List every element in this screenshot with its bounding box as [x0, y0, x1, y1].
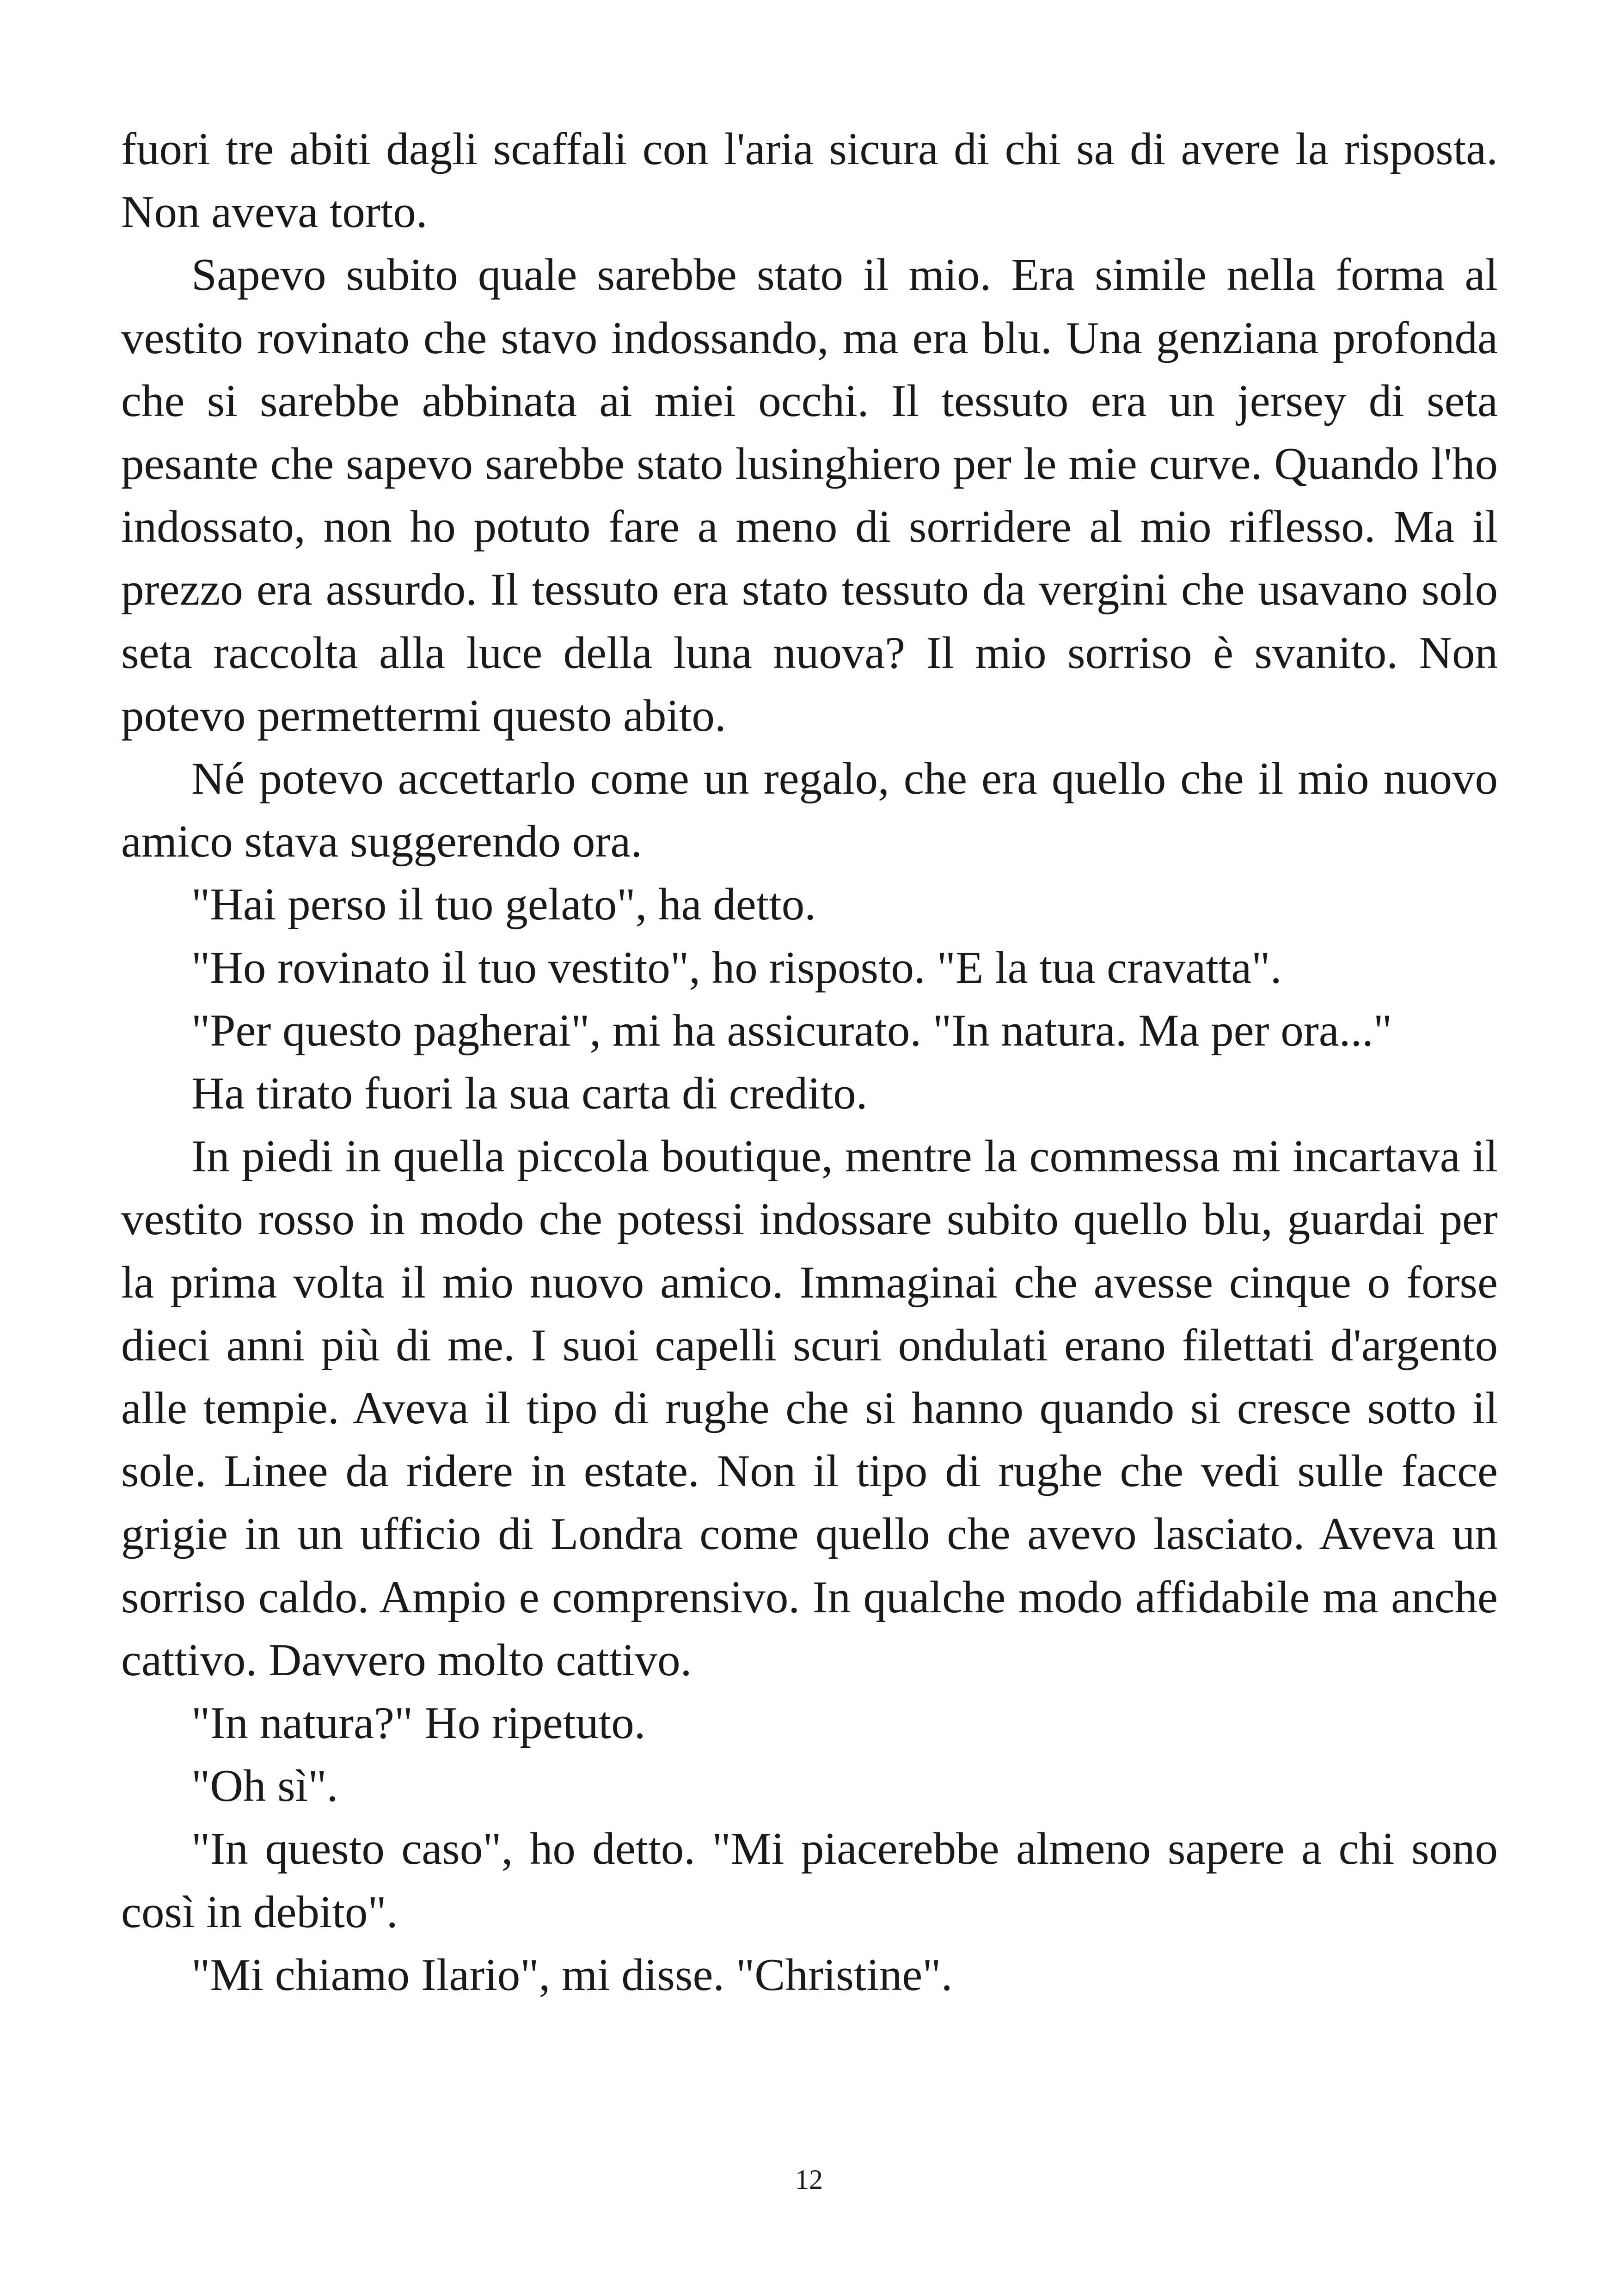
- paragraph: "Ho rovinato il tuo vestito", ho risposto. "E la tua cravatta".: [191, 942, 1282, 993]
- paragraph: "Mi chiamo Ilario", mi disse. "Christine".: [191, 1949, 953, 2000]
- paragraph: "In natura?" Ho ripetuto.: [191, 1698, 646, 1749]
- paragraph: "In questo caso", ho detto. "Mi piacerebbe almeno sapere a chi sono così in debito".: [121, 1824, 1498, 1937]
- paragraph: "Oh sì".: [191, 1761, 338, 1812]
- paragraph: Né potevo accettarlo come un regalo, che era quello che il mio nuovo amico stava suggerendo ora.: [121, 753, 1498, 867]
- paragraph: Sapevo subito quale sarebbe stato il mio. Era simile nella forma al vestito rovinato che stavo indossando, ma era blu. Una genziana profonda che si sarebbe abbinata ai miei occhi. Il tessuto era un jersey di seta pesante che sapevo sarebbe stato lusinghiero per le mie curve. Quando l'ho indossato, non ho potuto fare a meno di sorridere al mio riflesso. Ma il prezzo era assurdo. Il tessuto era stato tessuto da vergini che usavano solo seta raccolta alla luce della luna nuova? Il mio sorriso è svanito. Non potevo permettermi questo abito.: [121, 250, 1498, 741]
- paragraph: "Per questo pagherai", mi ha assicurato. "In natura. Ma per ora...": [191, 1005, 1392, 1056]
- paragraph: In piedi in quella piccola boutique, mentre la commessa mi incartava il vestito rosso in modo che potessi indossare subito quello blu, guardai per la prima volta il mio nuovo amico. Immaginai che avesse cinque o forse dieci anni più di me. I suoi capelli scuri ondulati erano filettati d'argento alle tempie. Aveva il tipo di rughe che si hanno quando si cresce sotto il sole. Linee da ridere in estate. Non il tipo di rughe che vedi sulle facce grigie in un ufficio di Londra come quello che avevo lasciato. Aveva un sorriso caldo. Ampio e comprensivo. In qualche modo affidabile ma anche cattivo. Davvero molto cattivo.: [121, 1131, 1498, 1685]
- page-number: 12: [795, 2164, 823, 2195]
- paragraph: fuori tre abiti dagli scaffali con l'aria sicura di chi sa di avere la risposta. Non aveva torto.: [121, 124, 1498, 238]
- paragraph: "Hai perso il tuo gelato", ha detto.: [191, 879, 816, 930]
- body-text: [121, 118, 1498, 2007]
- paragraph: Ha tirato fuori la sua carta di credito.: [191, 1068, 868, 1119]
